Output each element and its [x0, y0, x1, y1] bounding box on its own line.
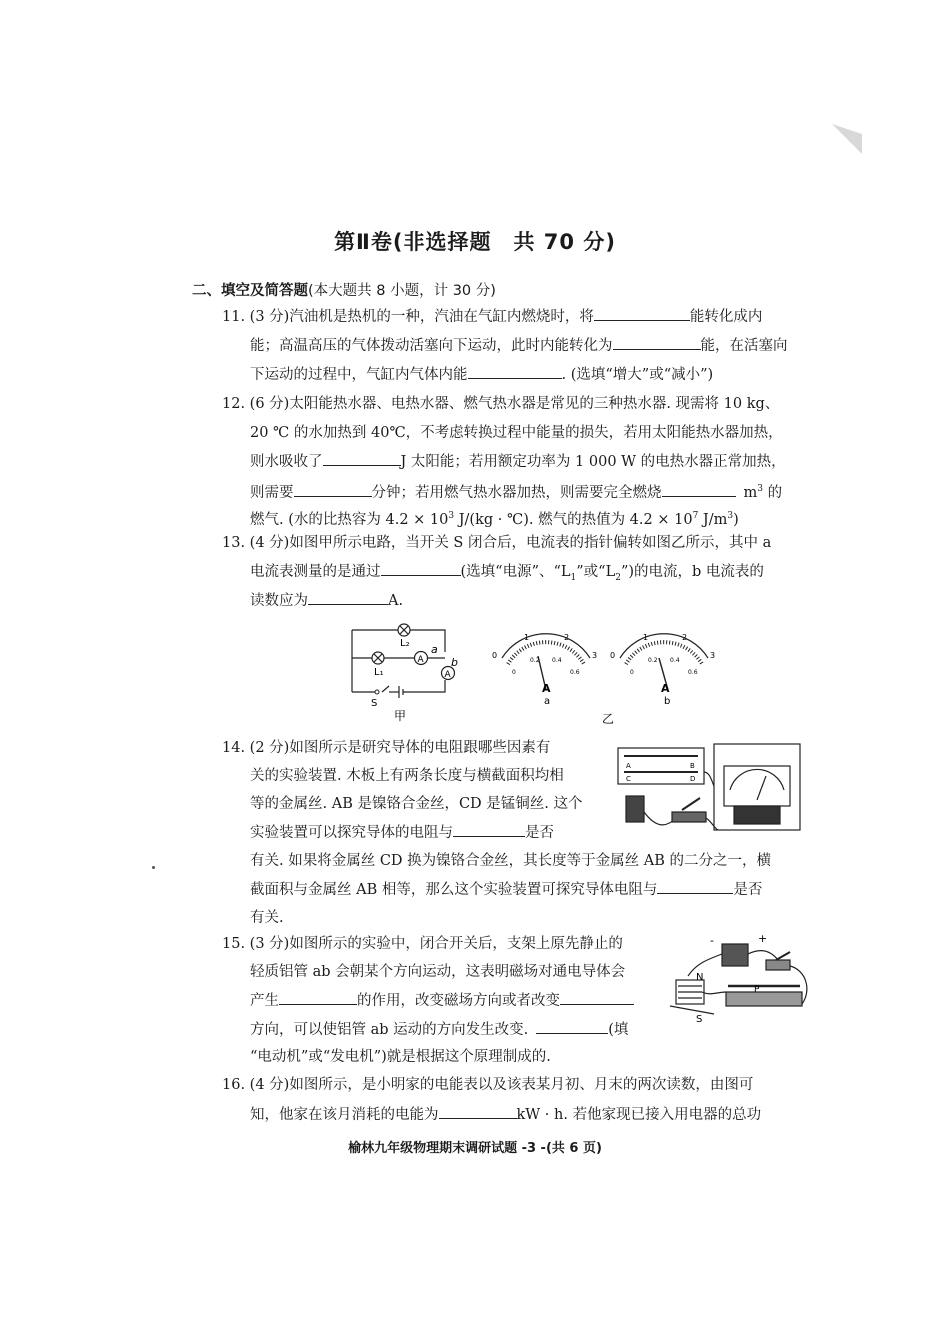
q15-blank-2[interactable]	[560, 990, 634, 1005]
q14-text: 实验装置可以探究导体的电阻与	[250, 825, 453, 841]
q14-line6	[250, 879, 762, 900]
q12-line3	[250, 451, 786, 472]
scan-speck	[152, 866, 155, 869]
q14-line2: 关的实验装置. 木板上有两条长度与横截面积均相	[250, 768, 564, 784]
q12-blank-2[interactable]	[294, 482, 372, 497]
q12-text: 分钟；若用燃气热水器加热，则需要完全燃烧	[371, 484, 662, 501]
q15-line5: “电动机”或“发电机”)就是根据这个原理制成的.	[250, 1049, 551, 1065]
resistance-apparatus-figure	[616, 742, 814, 834]
q12-blank-3[interactable]	[662, 482, 736, 497]
q14-text: 是否	[525, 825, 554, 841]
q12-text: J 太阳能；若用额定功率为 1 000 W 的电热水器正常加热，	[400, 454, 786, 470]
q12-text: J/(kg · ℃). 燃气的热值为 4.2 × 10	[454, 511, 693, 528]
q13-text: 电流表测量的是通过	[250, 564, 381, 580]
q15-line4	[250, 1019, 628, 1040]
q15-text: 的作用，改变磁场方向或者改变	[357, 993, 560, 1009]
scale-label: 0	[630, 669, 634, 676]
wire-label: C	[626, 775, 631, 783]
q14-blank-2[interactable]	[657, 879, 733, 894]
page-footer: 榆林九年级物理期末调研试题 -3 -(共 6 页)	[348, 1141, 602, 1156]
q12-text: 燃气. (水的比热容为 4.2 × 10	[250, 511, 449, 528]
motor-principle-figure	[666, 930, 816, 1026]
fig-label-yi: 乙	[602, 712, 615, 726]
q16-text: kW · h. 若他家现已接入用电器的总功	[516, 1107, 762, 1123]
q16-line1: 16. (4 分)如图所示，是小明家的电能表以及该表某月初、月末的两次读数，由图可	[222, 1077, 754, 1093]
scale-label: 3	[710, 651, 716, 660]
wire-label: D	[690, 775, 696, 783]
wire-label: A	[626, 762, 631, 770]
scale-label: 2	[682, 633, 688, 642]
q14-line4	[250, 822, 554, 843]
fig-label-jia: 甲	[394, 709, 407, 723]
q15-blank-3[interactable]	[536, 1019, 608, 1034]
q12-text: 的	[762, 484, 783, 501]
q14-line3: 等的金属丝. AB 是镍铬合金丝，CD 是锰铜丝. 这个	[250, 796, 583, 812]
q11-line1	[222, 306, 762, 327]
q13-sub: 2	[615, 572, 621, 583]
scale-label: 0	[610, 651, 616, 660]
ammeter-a-symbol: A	[417, 655, 424, 665]
scale-label: 0.6	[688, 669, 698, 676]
q13-text: 读数应为	[250, 593, 308, 609]
q16-line2	[250, 1104, 761, 1125]
q12-text: 则水吸收了	[250, 454, 323, 470]
q14-line5: 有关. 如果将金属丝 CD 换为镍铬合金丝，其长度等于金属丝 AB 的二分之一，横	[250, 853, 771, 869]
q12-text: J/m	[698, 511, 728, 528]
scale-label: 0.6	[570, 669, 580, 676]
q12-text: m	[743, 484, 758, 501]
scale-label: 0	[492, 651, 498, 660]
scale-label: 0.2	[648, 657, 658, 664]
meter-a-unit: A	[542, 682, 551, 695]
q12-line2: 20 ℃ 的水加热到 40℃，不考虑转换过程中能量的损失，若用太阳能热水器加热，	[250, 425, 783, 441]
q11-text: . (选填“增大”或“减小”)	[561, 367, 714, 383]
q13-blank-1[interactable]	[381, 561, 461, 576]
q15-text: 产生	[250, 993, 279, 1009]
q14-blank-1[interactable]	[453, 822, 525, 837]
terminal-plus: +	[758, 932, 768, 945]
q11-blank-2[interactable]	[613, 335, 701, 350]
q12-text: 则需要	[250, 484, 294, 501]
q11-text: 下运动的过程中，气缸内气体内能	[250, 367, 468, 383]
pole-S: S	[696, 1014, 703, 1025]
q14-text: 是否	[733, 882, 763, 898]
q13-blank-2[interactable]	[308, 590, 388, 605]
q11-line3	[250, 364, 713, 385]
q11-text: 能转化成内	[689, 309, 763, 325]
q11-text: 11. (3 分)汽油机是热机的一种，汽油在气缸内燃烧时，将	[222, 309, 594, 325]
wire-label: B	[690, 762, 695, 770]
q13-text: ”或“L	[576, 564, 616, 580]
q11-line2	[250, 335, 788, 356]
q13-text: (选填“电源”、“L	[460, 564, 571, 580]
q12-sup: 3	[448, 511, 455, 521]
meter-b-unit: A	[661, 682, 670, 695]
q12-line5	[250, 506, 739, 530]
label-L2: L₂	[400, 638, 410, 649]
section-heading	[192, 279, 496, 300]
q11-blank-3[interactable]	[468, 364, 562, 379]
label-P: P	[754, 985, 760, 995]
q11-text: 能；高温高压的气体拨动活塞向下运动，此时内能转化为	[250, 338, 613, 354]
label-S: S	[371, 698, 378, 709]
q15-blank-1[interactable]	[279, 990, 357, 1005]
q16-blank-1[interactable]	[439, 1104, 517, 1119]
q12-blank-1[interactable]	[323, 451, 401, 466]
meter-b-label: b	[664, 696, 671, 707]
scale-label: 0.4	[552, 657, 562, 664]
scale-label: 2	[564, 633, 570, 642]
q14-text: 截面积与金属丝 AB 相等，那么这个实验装置可探究导体电阻与	[250, 882, 658, 898]
q14-line7: 有关.	[250, 910, 284, 926]
q12-sup: 7	[692, 511, 699, 521]
circuit-diagram-jia	[342, 614, 472, 724]
q15-line1: 15. (3 分)如图所示的实验中，闭合开关后，支架上原先静止的	[222, 936, 623, 952]
q12-text: )	[733, 511, 739, 528]
q13-sub: 1	[570, 572, 577, 583]
scale-label: 0	[512, 669, 516, 676]
pole-N: N	[696, 972, 704, 983]
meter-a-label: a	[544, 696, 551, 707]
q12-line4	[250, 479, 782, 503]
ammeter-b-symbol: A	[444, 670, 451, 680]
q12-sup: 3	[757, 484, 763, 494]
page-corner-fold	[832, 124, 862, 154]
q15-line2: 轻质铝管 ab 会朝某个方向运动，这表明磁场对通电导体会	[250, 964, 626, 980]
ammeter-dial-a	[492, 633, 597, 707]
q13-line2	[250, 561, 764, 588]
label-L1: L₁	[374, 667, 384, 678]
ammeter-dial-b	[610, 633, 715, 707]
label-b: b	[451, 656, 458, 669]
q16-text: 知，他家在该月消耗的电能为	[250, 1107, 439, 1123]
q13-text: ”)的电流，b 电流表的	[620, 564, 764, 580]
scale-label: 1	[524, 633, 530, 642]
q15-line3	[250, 990, 634, 1011]
ammeter-dials-yi	[486, 628, 722, 728]
scale-label: 0.2	[530, 657, 540, 664]
scale-label: 1	[643, 633, 649, 642]
q12-line1: 12. (6 分)太阳能热水器、电热水器、燃气热水器是常见的三种热水器. 现需将 10 kg、	[222, 396, 780, 412]
label-a: a	[431, 643, 438, 656]
terminal-minus: -	[710, 934, 714, 947]
q13-line1: 13. (4 分)如图甲所示电路，当开关 S 闭合后，电流表的指针偏转如图乙所示，其中 a	[222, 535, 772, 551]
q13-text: A.	[388, 593, 404, 609]
page-title: 第Ⅱ卷(非选择题 共 70 分)	[334, 230, 616, 254]
q15-text: (填	[608, 1022, 629, 1038]
q11-text: 能，在活塞向	[700, 338, 788, 354]
q13-line3	[250, 590, 403, 611]
section-note: (本大题共 8 小题，计 30 分)	[308, 283, 496, 299]
q15-text: 方向，可以使铝管 ab 运动的方向发生改变.	[250, 1022, 529, 1038]
q12-sup: 3	[727, 511, 734, 521]
scale-label: 3	[592, 651, 598, 660]
scale-label: 0.4	[670, 657, 680, 664]
section-head: 二、填空及简答题	[192, 283, 308, 299]
q14-line1: 14. (2 分)如图所示是研究导体的电阻跟哪些因素有	[222, 740, 551, 756]
q11-blank-1[interactable]	[594, 306, 690, 321]
